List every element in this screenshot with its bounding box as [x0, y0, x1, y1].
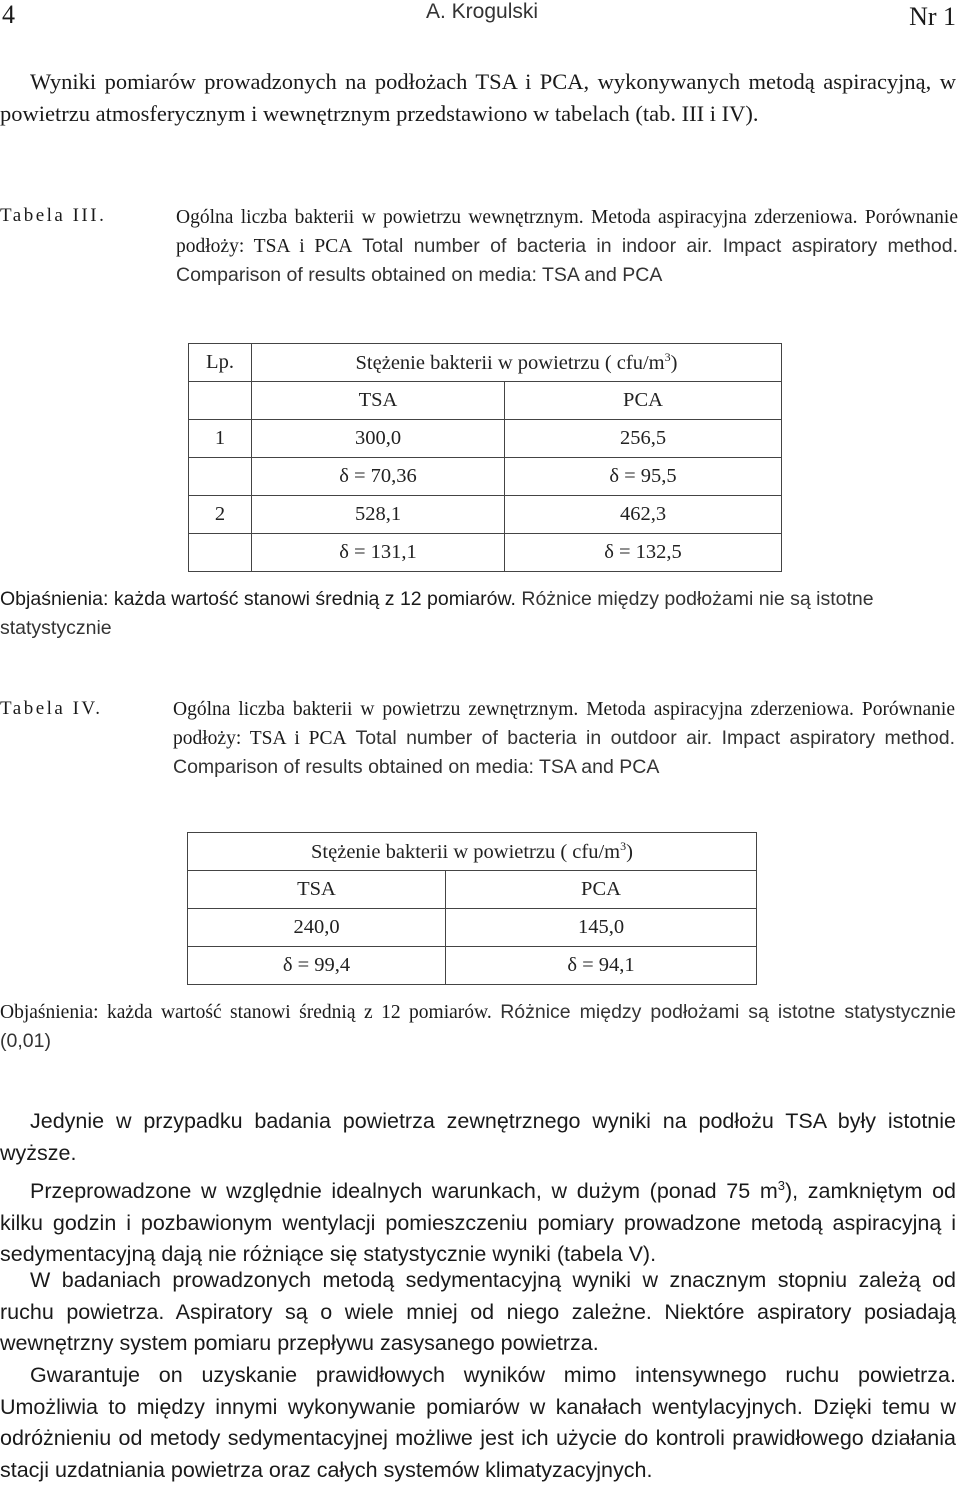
table-4-label: Tabela IV.	[0, 698, 103, 719]
body-paragraph-3: W badaniach prowadzonych metodą sedymentacyjną wyniki w znacznym stopniu zależą od ruchu powietrza. Aspiratory są o wiele mniej od niego zależne. Niektóre aspiratory posiadają wewnętrzny system pomiaru przepływu zasysanego powietrza.	[0, 1268, 956, 1355]
table-3-tsa-2: 528,1	[252, 496, 505, 534]
table-3-tsa-sd-2: δ = 131,1	[252, 534, 505, 572]
table-4	[187, 832, 757, 985]
table-3-lp-1-sd	[189, 458, 252, 496]
table-4-note	[0, 998, 956, 1056]
table-row	[189, 420, 782, 458]
table-4-pca: 145,0	[446, 909, 757, 947]
table-3	[188, 343, 782, 572]
table-3-empty	[189, 382, 252, 420]
table-3-header-lp: Lp.	[189, 344, 252, 382]
table-3-caption	[176, 203, 958, 290]
table-3-caption-pl: Ogólna liczba bakterii w powietrzu wewnętrznym. Metoda aspiracyjna zderzeniowa. Porównanie podłoży: TSA i PCA	[176, 207, 958, 257]
journal-issue: Nr 1	[909, 2, 956, 31]
table-row	[188, 947, 757, 985]
table-4-note-pl: każda wartość stanowi średnią z 12 pomiarów.	[98, 1002, 501, 1023]
page-number: 4	[2, 0, 15, 29]
table-3-header-row	[189, 344, 782, 382]
table-3-caption-en: Total number of bacteria in indoor air. Impact aspiratory method. Comparison of results obtained on media: TSA and PCA	[176, 235, 958, 286]
table-4-col-tsa: TSA	[188, 871, 446, 909]
table-4-note-en: Różnice między podłożami są istotne statystycznie (0,01)	[0, 1001, 956, 1052]
table-4-tsa-sd: δ = 99,4	[188, 947, 446, 985]
body-paragraph-4: Gwarantuje on uzyskanie prawidłowych wyników mimo intensywnego ruchu powietrza. Umożliwia to między innymi wykonywanie pomiarów w kanałach wentylacyjnych. Dzięki temu w odróżnieniu od metody sedymentacyjnej możliwe jest ich użycie do kontroli prawidłowego działania stacji uzdatniania powietrza oraz całych systemów klimatyzacyjnych.	[0, 1363, 956, 1482]
table-3-note	[0, 585, 956, 643]
table-4-col-pca: PCA	[446, 871, 757, 909]
running-header-author: A. Krogulski	[426, 0, 539, 23]
table-3-lp-1: 1	[189, 420, 252, 458]
table-3-col-tsa: TSA	[252, 382, 505, 420]
table-3-note-lead: Objaśnienia:	[0, 588, 109, 610]
table-4-header-row	[188, 833, 757, 871]
table-3-note-pl: każda wartość stanowi średnią z 12 pomiarów.	[108, 588, 522, 610]
table-row	[189, 458, 782, 496]
intro-paragraph: Wyniki pomiarów prowadzonych na podłożach TSA i PCA, wykonywanych metodą aspiracyjną, w powietrzu atmosferycznym i wewnętrznym przedstawiono w tabelach (tab. III i IV).	[0, 69, 956, 126]
table-3-col-header-row	[189, 382, 782, 420]
table-3-col-pca: PCA	[505, 382, 782, 420]
table-3-pca-2: 462,3	[505, 496, 782, 534]
table-4-header-conc: Stężenie bakterii w powietrzu ( cfu/$m^3$)	[188, 833, 757, 871]
table-3-lp-2-sd	[189, 534, 252, 572]
table-4-note-lead: Objaśnienia:	[0, 1002, 99, 1023]
table-3-note-en: Różnice między podłożami nie są istotne statystycznie	[0, 588, 874, 639]
table-4-caption-en: Total number of bacteria in outdoor air. Impact aspiratory method. Comparison of results obtained on media: TSA and PCA	[173, 727, 956, 778]
table-3-pca-sd-2: δ = 132,5	[505, 534, 782, 572]
table-4-tsa: 240,0	[188, 909, 446, 947]
table-3-header-conc: Stężenie bakterii w powietrzu ( cfu/$m^3$)	[252, 344, 782, 382]
table-4-caption	[173, 695, 955, 782]
table-4-pca-sd: δ = 94,1	[446, 947, 757, 985]
table-3-pca-1: 256,5	[505, 420, 782, 458]
table-3-label: Tabela III.	[0, 205, 107, 226]
table-3-pca-sd-1: δ = 95,5	[505, 458, 782, 496]
table-row	[188, 909, 757, 947]
body-paragraph-1: Jedynie w przypadku badania powietrza zewnętrznego wyniki na podłożu TSA były istotnie wyższe.	[0, 1109, 956, 1165]
table-4-col-header-row	[188, 871, 757, 909]
table-row	[189, 496, 782, 534]
table-row	[189, 534, 782, 572]
table-3-lp-2: 2	[189, 496, 252, 534]
table-3-tsa-1: 300,0	[252, 420, 505, 458]
table-4-caption-pl: Ogólna liczba bakterii w powietrzu zewnętrznym. Metoda aspiracyjna zderzeniowa. Porównanie podłoży: TSA i PCA	[173, 699, 955, 749]
table-3-tsa-sd-1: δ = 70,36	[252, 458, 505, 496]
body-paragraph-2: Przeprowadzone w względnie idealnych warunkach, w dużym (ponad 75 $m^3$), zamkniętym od kilku godzin i pozbawionym wentylacji pomieszczeniu pomiary prowadzone metodą aspiracyjną i sedymentacyjną dają nie różniące się statystycznie wyniki (tabela V).	[0, 1178, 957, 1267]
